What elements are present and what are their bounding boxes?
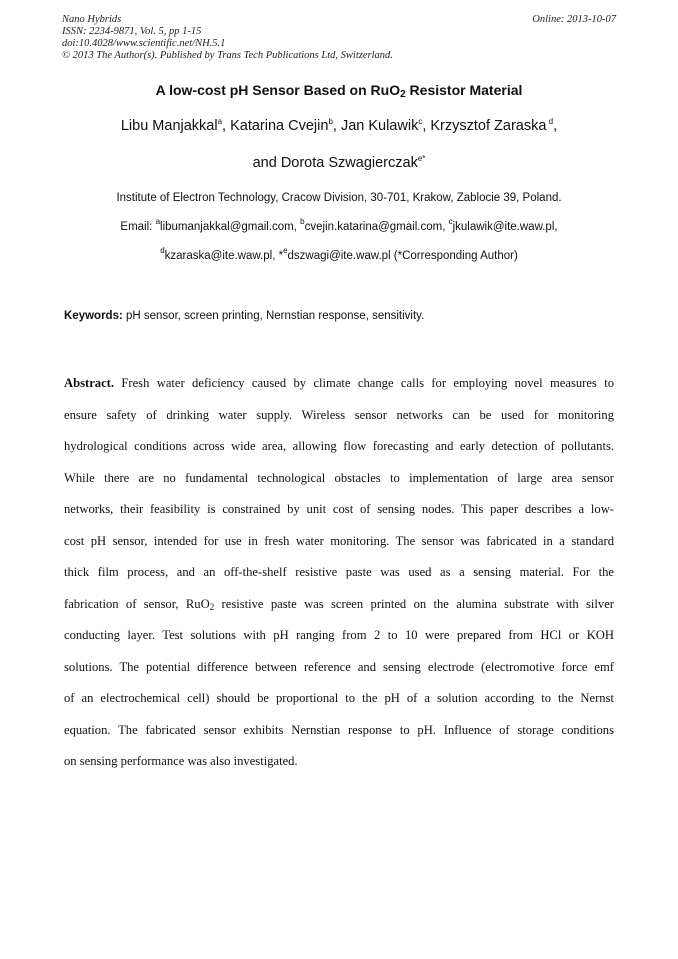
abstract-line: ensure safety of drinking water supply. Wireless sensor networks can be used for monitoring — [64, 407, 614, 422]
abstract-line: While there are no fundamental technological obstacles to implementation of large area sensor — [64, 470, 614, 485]
email-line-2 — [0, 246, 678, 263]
keywords — [64, 309, 424, 323]
email-superscript: b — [300, 217, 305, 226]
abstract-line: conducting layer. Test solutions with pH ranging from 2 to 10 were prepared from HCl or KOH — [64, 628, 614, 642]
abstract-line: equation. The fabricated sensor exhibits Nernstian response to pH. Influence of storage conditions — [64, 722, 614, 737]
abstract-line: networks, their feasibility is constrained by unit cost of sensing nodes. This paper describes a low- — [64, 502, 614, 516]
author-separator: , — [553, 118, 558, 134]
email-label: Email: — [120, 221, 156, 233]
abstract — [64, 368, 614, 778]
author-name: , Jan Kulawik — [332, 118, 419, 134]
abstract-line: solutions. The potential difference between reference and sensing electrode (electromotive force emf — [64, 659, 614, 674]
author-superscript: c — [418, 117, 423, 126]
online-date: Online: 2013-10-07 — [532, 14, 616, 25]
author-superscript: b — [328, 117, 333, 126]
abstract-text: Fresh water deficiency caused by climate change calls for employing novel measures to — [114, 376, 614, 390]
author-superscript: e* — [417, 154, 426, 163]
journal-doi: doi:10.4028/www.scientific.net/NH.5.1 — [62, 38, 226, 49]
email-superscript: d — [160, 246, 165, 255]
email-superscript: a — [155, 217, 161, 226]
affiliation: Institute of Electron Technology, Cracow Division, 30-701, Krakow, Zablocie 39, Poland. — [116, 192, 562, 204]
abstract-line — [64, 368, 614, 400]
title-text-start: A low-cost pH Sensor Based on RuO — [155, 82, 401, 98]
author-superscript: d — [546, 117, 554, 126]
author-name: , Krzysztof Zaraska — [422, 118, 547, 134]
author-list-line-2 — [0, 154, 678, 172]
abstract-line: hydrological conditions across wide area, allowing flow forecasting and early detection of pollutants. — [64, 439, 614, 453]
journal-name: Nano Hybrids — [62, 14, 122, 25]
abstract-text: fabrication of sensor, RuO — [64, 596, 210, 611]
abstract-subscript: 2 — [209, 601, 215, 612]
abstract-line: on sensing performance was also investigated. — [64, 754, 298, 768]
abstract-line: of an electrochemical cell) should be proportional to the pH of a solution according to the Nernst — [64, 691, 614, 705]
author-list-line-1 — [0, 117, 678, 135]
keywords-text: pH sensor, screen printing, Nernstian response, sensitivity. — [122, 310, 425, 322]
email-superscript: c — [448, 217, 453, 226]
copyright-notice: © 2013 The Author(s). Published by Trans Tech Publications Ltd, Switzerland. — [62, 50, 393, 61]
email-address[interactable]: libumanjakkal@gmail.com, — [160, 221, 301, 233]
title-text-end: Resistor Material — [405, 82, 523, 98]
email-line-1 — [0, 217, 678, 234]
paper-title — [0, 81, 678, 99]
email-address[interactable]: cvejin.katarina@gmail.com, — [304, 221, 449, 233]
author-superscript: a — [217, 117, 223, 126]
email-superscript: e — [283, 246, 288, 255]
keywords-label: Keywords: — [64, 310, 123, 322]
email-address[interactable]: jkulawik@ite.waw.pl, — [452, 221, 558, 233]
abstract-line — [64, 589, 614, 621]
journal-meta — [62, 14, 393, 62]
author-name: Libu Manjakkal — [120, 118, 218, 134]
author-name: and Dorota Szwagierczak — [252, 155, 418, 171]
journal-issn: ISSN: 2234-9871, Vol. 5, pp 1-15 — [62, 26, 202, 37]
email-address[interactable]: dszwagi@ite.waw.pl (*Corresponding Author) — [287, 250, 518, 262]
abstract-text: resistive paste was screen printed on the alumina substrate with silver — [214, 596, 614, 611]
abstract-label: Abstract. — [64, 376, 115, 390]
abstract-line: cost pH sensor, intended for use in fresh water monitoring. The sensor was fabricated in a standard — [64, 533, 614, 548]
author-name: , Katarina Cvejin — [222, 118, 329, 134]
email-address[interactable]: kzaraska@ite.waw.pl, * — [164, 250, 284, 262]
title-subscript: 2 — [400, 89, 406, 100]
abstract-line: thick film process, and an off-the-shelf resistive paste was used as a sensing material. For the — [64, 565, 614, 579]
